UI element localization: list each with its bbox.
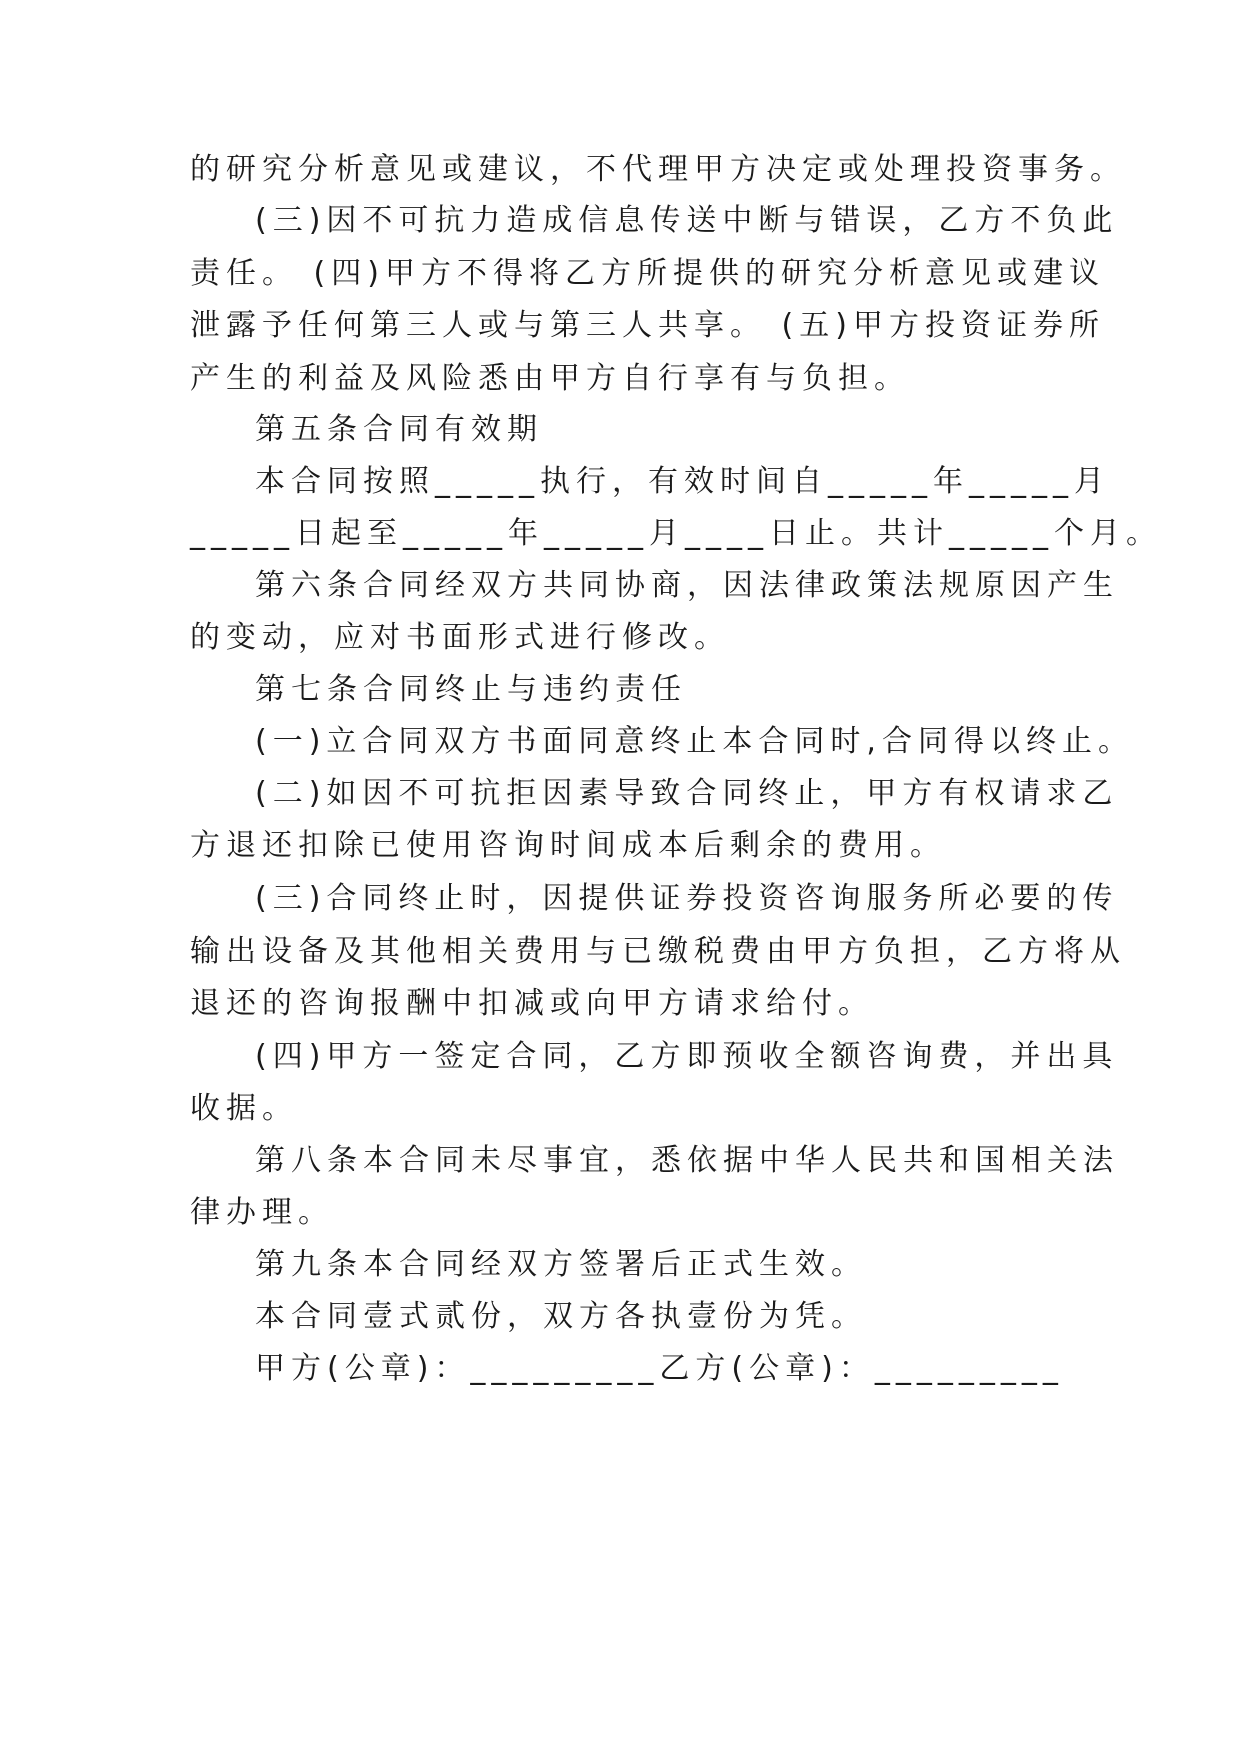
clause-6-text-2: 的变动，应对书面形式进行修改。 <box>190 620 730 655</box>
clause-5-text-2: _____日起至_____年_____月____日止。共计_____个月。 <box>190 516 1162 551</box>
signature-line: 甲方(公章)：_________乙方(公章)：_________ <box>255 1351 1064 1386</box>
clause-7-item-4-line-2: 收据。 <box>190 1091 298 1126</box>
clause-7-item-1: (一)立合同双方书面同意终止本合同时,合同得以终止。 <box>255 724 1134 759</box>
clause-4-item-3: (三)因不可抗力造成信息传送中断与错误，乙方不负此 <box>255 203 1119 238</box>
text-line-1: 的研究分析意见或建议，不代理甲方决定或处理投资事务。 <box>190 152 1126 187</box>
clause-4-item-5: 泄露予任何第三人或与第三人共享。 (五)甲方投资证券所 <box>190 308 1105 343</box>
clause-7-item-3-line-2: 输出设备及其他相关费用与已缴税费由甲方负担，乙方将从 <box>190 934 1126 969</box>
clause-8-line-1: 第八条本合同未尽事宜，悉依据中华人民共和国相关法 <box>255 1143 1119 1178</box>
clause-7-item-2-line-2: 方退还扣除已使用咨询时间成本后剩余的费用。 <box>190 828 946 863</box>
clause-7-item-4-line-1: (四)甲方一签定合同，乙方即预收全额咨询费，并出具 <box>255 1039 1119 1074</box>
clause-6-text-1: 第六条合同经双方共同协商，因法律政策法规原因产生 <box>255 568 1119 603</box>
clause-7-item-3-line-3: 退还的咨询报酬中扣减或向甲方请求给付。 <box>190 986 874 1021</box>
clause-5-heading: 第五条合同有效期 <box>255 412 543 447</box>
clause-4-item-4: 责任。 (四)甲方不得将乙方所提供的研究分析意见或建议 <box>190 256 1105 291</box>
clause-5-text-1: 本合同按照_____执行，有效时间自_____年_____月 <box>255 464 1110 499</box>
copies-statement: 本合同壹式贰份，双方各执壹份为凭。 <box>255 1299 867 1334</box>
text-line-5: 产生的利益及风险悉由甲方自行享有与负担。 <box>190 361 910 396</box>
clause-8-line-2: 律办理。 <box>190 1195 334 1230</box>
clause-7-heading: 第七条合同终止与违约责任 <box>255 672 687 707</box>
clause-7-item-3-line-1: (三)合同终止时，因提供证券投资咨询服务所必要的传 <box>255 881 1119 916</box>
clause-9: 第九条本合同经双方签署后正式生效。 <box>255 1247 867 1282</box>
clause-7-item-2-line-1: (二)如因不可抗拒因素导致合同终止，甲方有权请求乙 <box>255 776 1119 811</box>
